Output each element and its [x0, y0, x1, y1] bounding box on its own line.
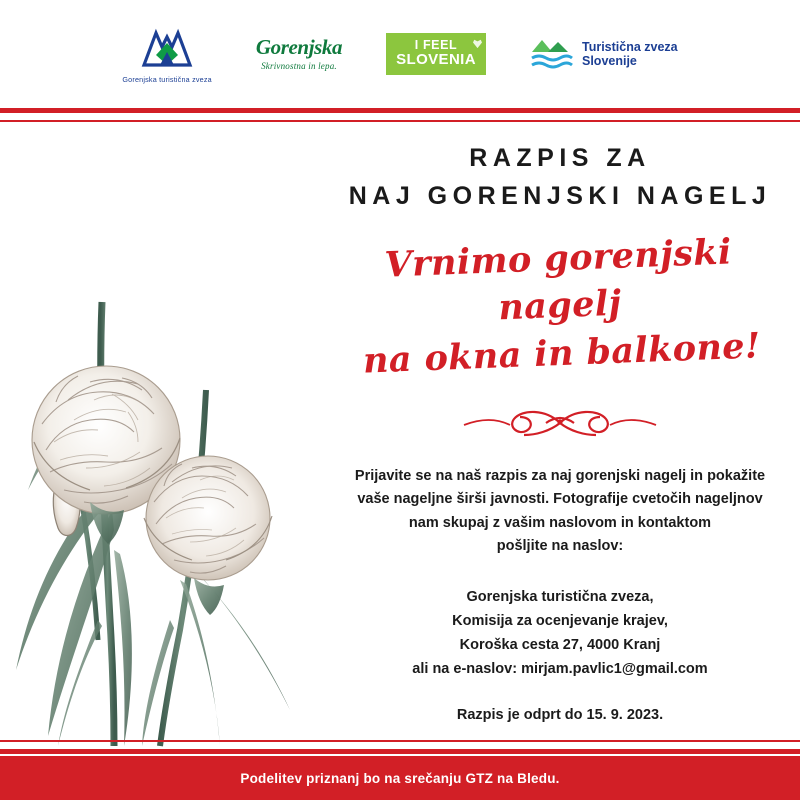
- address-email-line[interactable]: ali na e-naslov: mirjam.pavlic1@gmail.com: [412, 660, 708, 677]
- turisticna-zveza-slovenije-logo: [530, 38, 678, 70]
- bottom-rule-thin: [0, 740, 800, 742]
- slogan: [327, 226, 792, 385]
- heart-icon: [473, 39, 482, 48]
- poster-content: [330, 140, 790, 723]
- address-line-2: Komisija za ocenjevanje krajev,: [452, 612, 668, 629]
- slovenia-logo-line1: I FEEL: [414, 38, 458, 53]
- tzs-logo-line2: Slovenije: [582, 54, 637, 68]
- ornamental-divider: [450, 403, 670, 443]
- body-paragraph-last-line: pošljite na naslov:: [496, 538, 624, 555]
- deadline-text: Razpis je odprt do 15. 9. 2023.: [456, 706, 664, 723]
- logo-bar: [0, 0, 800, 108]
- tzs-mountain-wave-icon: [530, 38, 574, 70]
- gorenjska-turisticna-zveza-logo: [122, 25, 212, 84]
- address-line-3: Koroška cesta 27, 4000 Kranj: [459, 636, 661, 653]
- bottom-rule-thick: [0, 749, 800, 754]
- i-feel-slovenia-logo: [386, 33, 486, 75]
- gorenjska-logo-tagline: Skrivnostna in lepa.: [261, 61, 337, 71]
- body-paragraph-text: Prijavite se na naš razpis za naj gorenjski nagelj in pokažite vaše nageljne širši javnosti. Fotografije cvetočih nageljnov nam skupaj z vašim naslovom in kontaktom: [354, 467, 766, 531]
- body-paragraph: [350, 465, 770, 559]
- contact-address: [330, 585, 790, 681]
- top-red-rule: [0, 108, 800, 126]
- footer-text: Podelitev priznanj bo na srečanju GTZ na Bledu.: [240, 770, 560, 786]
- carnation-flower-illustration: [0, 150, 364, 750]
- page-title: [330, 140, 790, 215]
- tzs-logo-text: [582, 40, 678, 69]
- tzs-logo-line1: Turistična zveza: [582, 39, 678, 54]
- slogan-line-2: na okna in balkone!: [362, 324, 762, 382]
- address-line-1: Gorenjska turistična zveza,: [466, 588, 654, 605]
- slovenia-logo-line2: SLOVENIA: [396, 51, 476, 69]
- top-rule-thick: [0, 108, 800, 113]
- bottom-red-rule: [0, 740, 800, 756]
- gorenjska-logo-word: Gorenjska: [255, 35, 343, 59]
- gorenjska-logo: [256, 37, 342, 71]
- footer-bar: [0, 756, 800, 800]
- gtz-logo-caption: Gorenjska turistična zveza: [122, 74, 212, 84]
- slogan-line-1: Vrnimo gorenjski nagelj: [383, 231, 733, 329]
- top-rule-thin: [0, 120, 800, 122]
- headline-line-2: NAJ GORENJSKI NAGELJ: [348, 181, 772, 210]
- gtz-mountain-icon: [136, 25, 198, 71]
- headline-line-1: RAZPIS ZA: [469, 144, 651, 172]
